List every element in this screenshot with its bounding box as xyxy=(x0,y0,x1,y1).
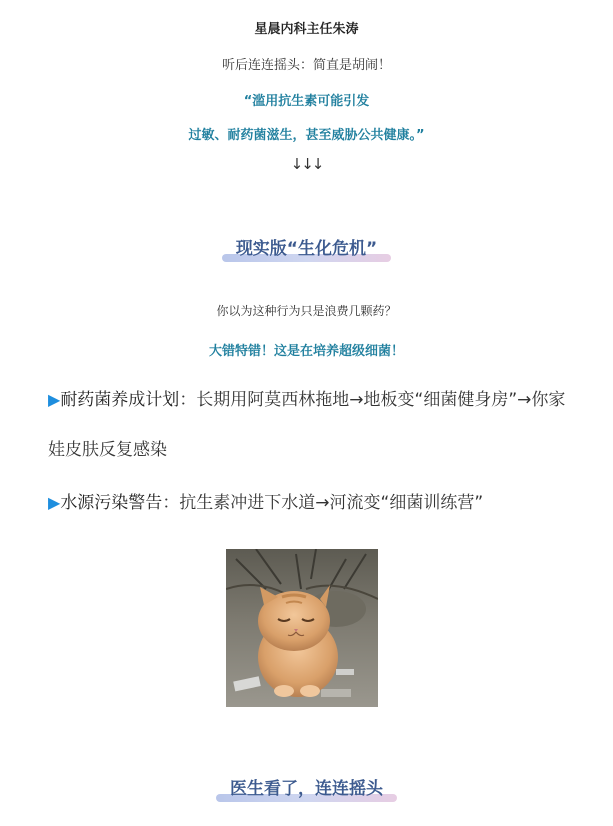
orange-cat-icon xyxy=(226,549,378,707)
section-heading-text: 医生看了，连连摇头 xyxy=(230,779,383,799)
section-heading-doctor xyxy=(220,774,393,799)
reaction-line: 听后连连摇头：简直是胡闹！ xyxy=(221,58,391,73)
cat-photo xyxy=(226,549,378,707)
author-line: 星晨内科主任朱涛 xyxy=(254,22,359,37)
section-heading-biohazard xyxy=(226,234,387,259)
section-heading-text: 现实版“生化危机” xyxy=(235,239,378,259)
quote-line-1: “滥用抗生素可能引发 xyxy=(243,94,370,109)
down-arrows-icon: ↓↓↓ xyxy=(290,155,323,173)
warning-line: 大错特错！这是在培养超级细菌！ xyxy=(208,344,404,359)
play-triangle-icon: ▶ xyxy=(48,493,61,512)
bullet-title: 耐药菌养成计划 xyxy=(60,390,180,410)
play-triangle-icon: ▶ xyxy=(48,390,61,409)
section-heading-wrap xyxy=(0,774,613,799)
bullet-title: 水源污染警告 xyxy=(60,493,163,513)
bullet-resistant-bacteria xyxy=(48,375,570,475)
bullet-text: ：长期用阿莫西林拖地→地板变“细菌健身房”→你家娃皮肤反复感染 xyxy=(48,390,566,460)
quote-line-2: 过敏、耐药菌滋生，甚至威胁公共健康。” xyxy=(188,128,425,143)
bullet-water-pollution xyxy=(48,478,570,528)
question-line: 你以为这种行为只是浪费几颗药？ xyxy=(216,304,397,318)
section-heading-wrap xyxy=(0,234,613,259)
bullet-text: ：抗生素冲进下水道→河流变“细菌训练营” xyxy=(162,493,484,513)
